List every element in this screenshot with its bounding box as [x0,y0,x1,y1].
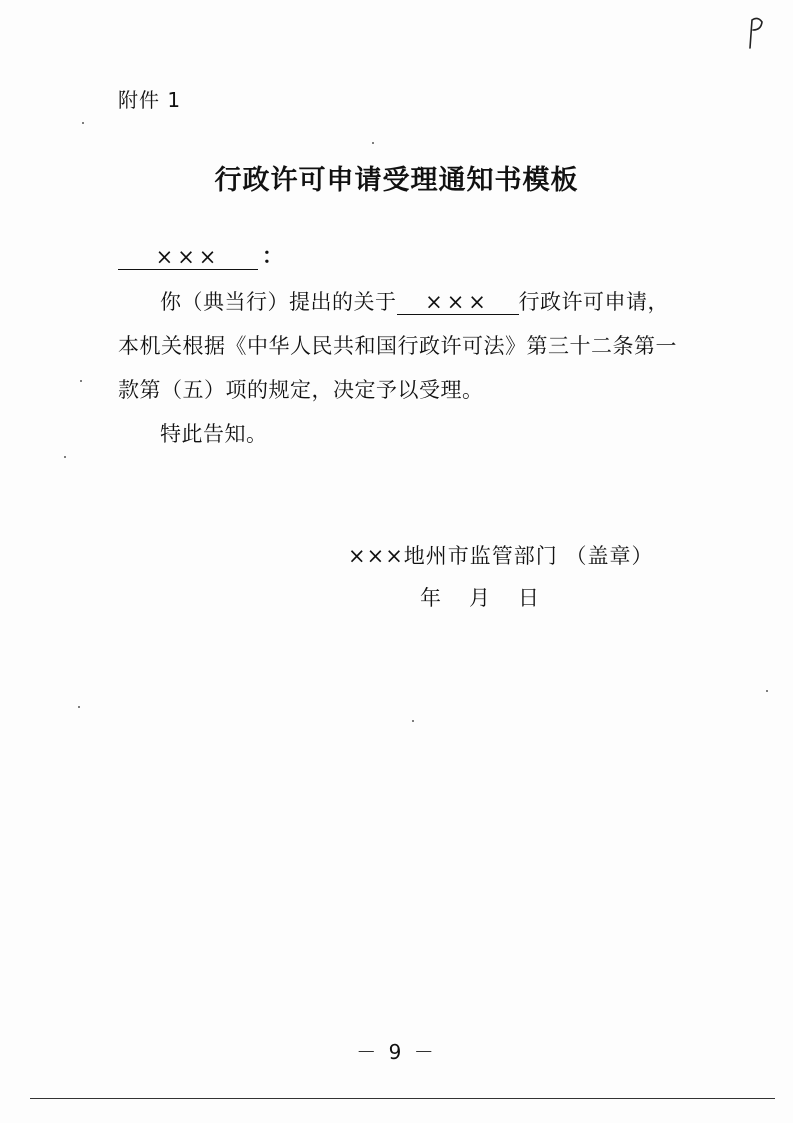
body-line-1-prefix: 你（典当行）提出的关于 [160,290,397,314]
body-line-3: 款第（五）项的规定，决定予以受理。 [118,378,484,402]
document-title: 行政许可申请受理通知书模板 [214,165,579,196]
addressee-colon: ： [262,243,283,268]
date-line [420,582,539,612]
body-line-1-suffix: 行政许可申请， [518,290,669,314]
issuer-signature: ×××地州市监管部门 （盖章） [348,544,654,568]
addressee-line [118,240,283,270]
scan-speck [412,720,414,722]
scan-speck [82,122,84,124]
body-line-1 [160,286,720,316]
closing-line: 特此告知。 [160,422,268,446]
scan-speck [80,380,82,382]
scan-speck [64,456,66,458]
addressee-blank: ××× [118,245,258,270]
date-day: 日 [518,586,539,610]
date-year: 年 [420,586,441,610]
page-number: － 9 － [356,1040,437,1064]
bottom-rule [30,1098,775,1099]
scan-speck [78,706,80,708]
date-month: 月 [469,586,490,610]
body-line-2: 本机关根据《中华人民共和国行政许可法》第三十二条第一 [118,334,677,358]
scan-speck [372,142,374,144]
application-item-blank: ××× [397,290,519,315]
attachment-label: 附件 1 [118,88,182,112]
scan-speck [766,690,768,692]
handwritten-mark [746,14,766,50]
